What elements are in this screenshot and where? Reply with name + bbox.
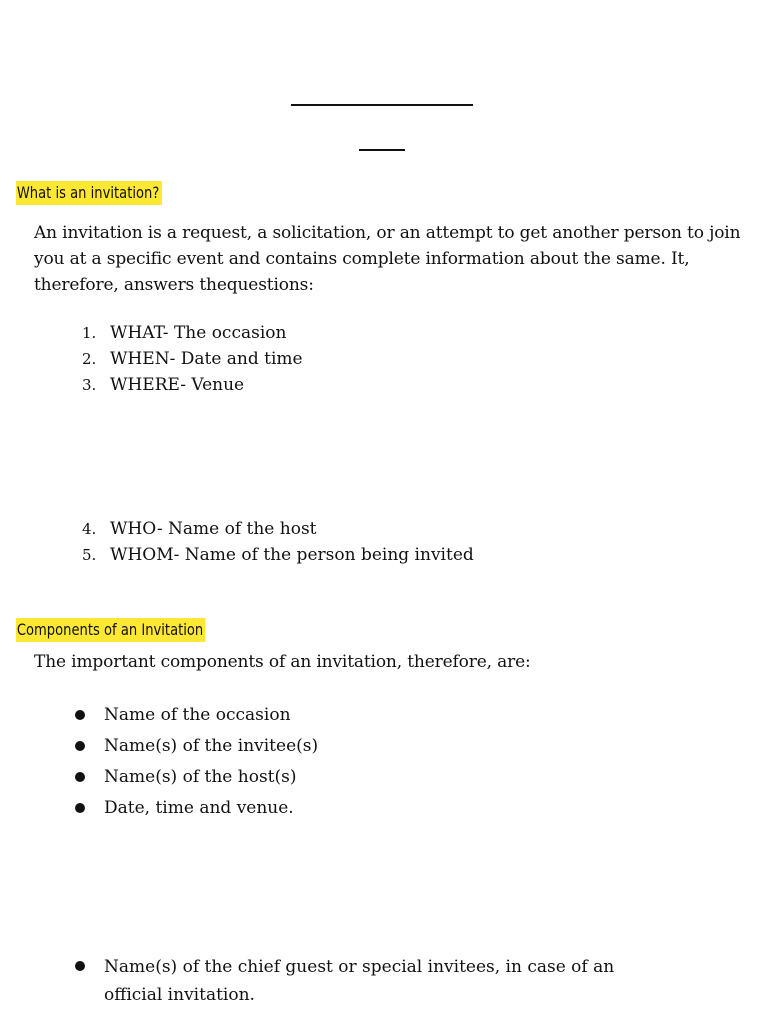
bullet-dot-icon [75,961,85,971]
paragraph-line: you at a specific event and contains complete information about the same. It, [34,249,690,269]
components-intro-paragraph: The important components of an invitation, therefore, are: [34,652,531,672]
bullet-text-line: official invitation. [104,985,255,1005]
section-heading-what-is-invitation: What is an invitation? [16,181,162,205]
bullet-text: Name(s) of the host(s) [104,767,297,787]
list-text: WHEN- Date and time [110,349,303,369]
list-text: WHERE- Venue [110,375,245,395]
bullet-dot-icon [75,803,85,813]
bullet-text [104,953,614,1009]
bullet-text-line: Name(s) of the chief guest or special invitees, in case of an [104,957,615,977]
list-text: WHOM- Name of the person being invited [110,545,474,565]
invitation-definition-paragraph [34,220,740,298]
list-text: WHAT- The occasion [110,323,287,343]
list-number: 1. [82,324,97,342]
list-number: 2. [82,350,97,368]
paragraph-line: An invitation is a request, a solicitation, or an attempt to get another person to join [34,223,741,243]
list-number: 4. [82,520,97,538]
bullet-dot-icon [75,772,85,782]
bullet-dot-icon [75,741,85,751]
bullet-dot-icon [75,710,85,720]
list-text: WHO- Name of the host [110,519,317,539]
section-heading-components: Components of an Invitation [16,618,206,642]
paragraph-line: therefore, answers thequestions: [34,275,314,295]
title-underline-long [291,104,473,106]
list-number: 5. [82,546,97,564]
bullet-text: Name(s) of the invitee(s) [104,736,319,756]
list-number: 3. [82,376,97,394]
bullet-text: Date, time and venue. [104,798,294,818]
bullet-text: Name of the occasion [104,705,291,725]
title-underline-short [359,149,405,151]
